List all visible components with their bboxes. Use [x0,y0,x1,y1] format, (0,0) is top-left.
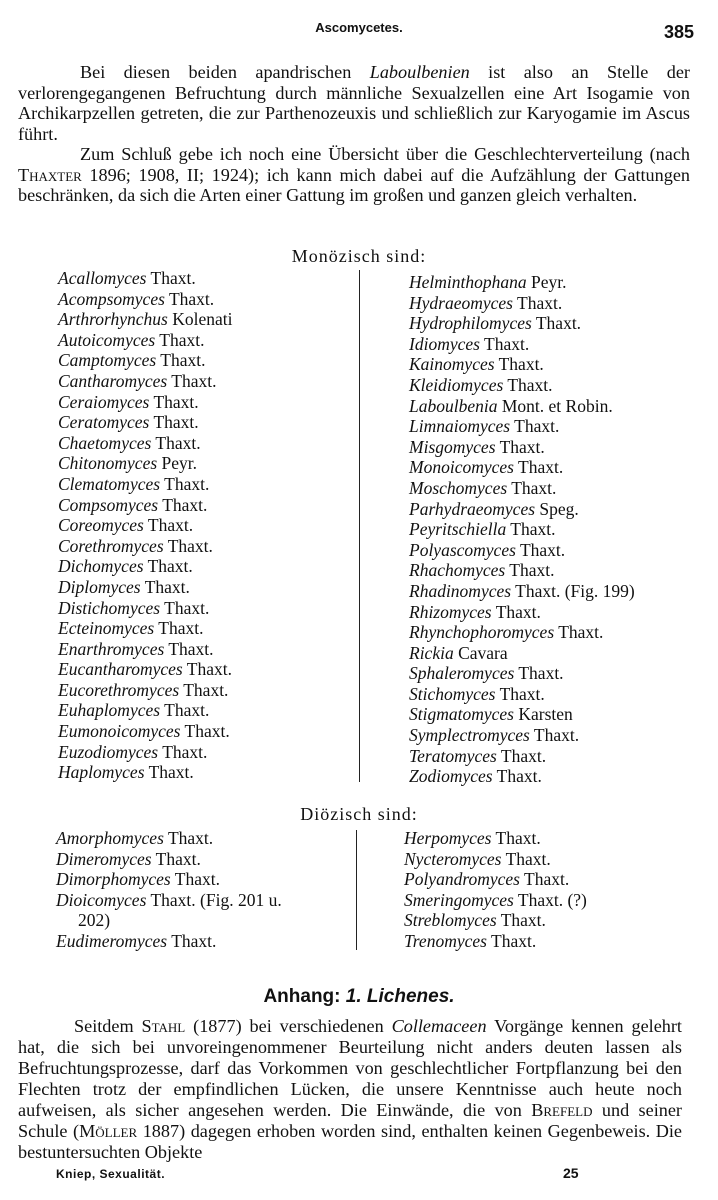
genus-entry [409,334,635,355]
appendix-heading-prefix: Anhang: [263,986,341,1007]
genus-entry [409,416,635,437]
genus-authority: Thaxt. [155,848,201,869]
genus-authority: Thaxt. [162,741,208,762]
genus-authority: Thaxt. [164,597,210,618]
genus-authority: Thaxt. [150,268,196,288]
genus-authority: Thaxt. [168,638,214,659]
genus-name: Compsomyces [58,494,159,515]
genus-authority: Peyr. [531,272,567,292]
genus-entry [56,931,282,952]
text-run: und seiner Schule ( [18,1100,682,1141]
text-run: Vorgänge kennen gelehrt hat, die sich bei unvoreingenommener Beurteilung nicht anders deuten lassen als Befruchtungsprozesse, darf das Vorkommen von geschlechtlicher Fortpflanzung bei den Flechten trotz der empfindlichen Lücken, die unsere Kenntnisse auch heute noch aufweisen, als sicher angesehen werden. Die Einwände, die von [18,1016,682,1120]
genus-name: Dichomyces [58,556,144,577]
genus-authority: Thaxt. [186,659,232,680]
genus-name: Kainomyces [409,354,495,375]
intro-paragraph-2 [18,144,690,206]
genus-name: Parhydraeomyces [409,498,536,519]
italic-term: Laboulbenien [369,62,470,82]
intro-paragraph-1 [18,62,690,144]
genus-name: Polyandromyces [404,869,520,890]
genus-authority: Thaxt. (?) [517,889,587,910]
genus-entry [58,598,233,619]
genus-name: Limnaiomyces [409,416,511,437]
genus-entry [58,474,233,495]
genus-entry [404,931,587,952]
genus-entry [58,618,233,639]
genus-authority: Speg. [539,498,579,519]
genus-authority: Thaxt. [167,828,214,848]
genus-name: Camptomyces [58,350,157,371]
genus-entry [409,704,635,725]
appendix-text [18,1016,682,1163]
genus-name: Ceraiomyces [58,391,150,412]
genus-entry [56,869,282,890]
genus-name: Rhynchophoromyces [409,622,555,643]
genus-authority: Thaxt. [171,370,217,391]
genus-name: Rhachomyces [409,560,506,581]
genus-entry [409,519,635,540]
genus-authority: Peyr. [161,453,198,474]
text-run: Seitdem [74,1016,142,1036]
dioecious-left-list [56,828,282,952]
genus-authority: Kolenati [172,309,233,330]
footer-signature: Kniep, Sexualität. [56,1167,166,1181]
genus-entry [58,412,233,433]
genus-authority: Thaxt. [524,869,570,890]
genus-authority: Mont. et Robin. [501,395,613,416]
genus-authority: Thaxt. [159,329,205,350]
genus-entry [409,560,635,581]
genus-entry [409,540,635,561]
genus-name: Misgomyces [409,436,496,457]
genus-authority: Thaxt. [507,374,553,395]
genus-entry [409,643,635,664]
genus-entry [58,330,233,351]
genus-authority: Karsten [518,704,573,725]
genus-name: Enarthromyces [58,638,165,659]
genus-name: Ceratomyces [58,412,150,433]
author-name: Möller [79,1121,138,1141]
genus-authority: Thaxt. [499,683,545,704]
appendix-heading-number: 1. [345,986,362,1007]
page-number: 385 [663,22,694,42]
genus-authority: Thaxt. [500,910,546,931]
genus-name: Streblomyces [404,910,497,931]
author-name: Brefeld [531,1100,593,1120]
genus-name: Idiomyces [409,333,480,354]
genus-entry [409,272,635,293]
genus-authority: Thaxt. [499,436,545,457]
genus-name: Peyritschiella [409,519,507,540]
genus-name: Chitonomyces [58,453,158,474]
genus-name: Dimorphomyces [56,869,171,890]
genus-authority: Thaxt. [484,333,530,354]
genus-entry [58,536,233,557]
genus-name: Hydraeomyces [409,292,513,313]
genus-name: Eudimeromyces [56,930,168,951]
genus-authority: Thaxt. [164,473,210,494]
genus-name: Rickia [409,642,454,663]
genus-entry [404,910,587,931]
genus-entry [409,602,635,623]
genus-authority: Thaxt. [500,745,547,766]
genus-name: Eumonoicomyces [58,721,181,742]
genus-name: Laboulbenia [409,395,498,416]
genus-name: Eucantharomyces [58,659,183,680]
text-run: 1896; 1908, II; 1924); ich kann mich dabei auf die Aufzählung der Gattungen beschränken, da sich die Arten einer Gattung im großen und ganzen gleich verhalten. [18,164,690,205]
genus-entry [58,659,233,680]
genus-name: Monoicomyces [409,457,514,478]
genus-name: Autoicomyces [58,329,156,350]
genus-authority: Thaxt. [148,762,194,783]
genus-name: Rhizomyces [409,601,492,622]
genus-entry [404,828,587,849]
genus-name: Helminthophana [409,272,527,292]
genus-entry [409,478,635,499]
genus-authority: Thaxt. [495,828,541,848]
genus-name: Acompsomyces [58,288,165,309]
genus-name: Herpomyces [404,828,492,848]
genus-name: Teratomyces [409,745,497,766]
genus-authority: Thaxt. [168,288,215,309]
genus-name: Coreomyces [58,515,144,536]
genus-entry [56,890,282,911]
genus-name: Rhadinomyces [409,580,512,601]
author-name: Stahl [141,1016,186,1036]
genus-entry [58,700,233,721]
genus-entry [409,437,635,458]
genus-entry [58,350,233,371]
genus-authority: Thaxt. [509,560,555,581]
genus-entry [58,515,233,536]
author-name: Thaxter [18,164,82,185]
genus-entry [58,392,233,413]
genus-name: Haplomyces [58,762,145,783]
genus-authority: Thaxt. [533,725,580,746]
genus-authority: Thaxt. [518,663,564,684]
genus-entry [409,293,635,314]
genus-name: Stigmatomyces [409,704,514,725]
genus-authority: Thaxt. [496,766,542,787]
genus-name: Diplomyces [58,576,141,597]
appendix-heading [0,986,718,1008]
genus-entry [409,396,635,417]
genus-authority: Thaxt. [519,539,566,560]
dioecious-heading: Diözisch sind: [300,804,418,824]
genus-name: Dimeromyces [56,848,152,869]
genus-entry [409,766,635,787]
genus-authority: Thaxt. (Fig. 201 u. [150,889,282,910]
text-run: (1877) bei verschiedenen [185,1016,392,1036]
genus-name: Eucorethromyces [58,679,180,700]
genus-entry [409,663,635,684]
genus-authority: Thaxt. [160,350,206,371]
genus-entry [58,680,233,701]
genus-entry [409,457,635,478]
genus-authority: Thaxt. [510,519,556,540]
italic-term: Collemaceen [391,1016,487,1036]
genus-name: Euzodiomyces [58,741,159,762]
genus-name: Stichomyces [409,683,496,704]
genus-authority: Thaxt. [558,622,604,643]
genus-name: Trenomyces [404,930,487,951]
genus-entry [409,499,635,520]
running-header: Ascomycetes. [315,20,403,35]
appendix-paragraph-1 [18,1016,682,1163]
genus-entry [58,289,233,310]
genus-entry [409,581,635,602]
genus-authority: Thaxt. [518,457,564,478]
genus-name: Clematomyces [58,473,161,494]
genus-name: Amorphomyces [56,828,164,848]
genus-authority: Thaxt. [495,601,541,622]
genus-entry [58,453,233,474]
genus-authority: Thaxt. [147,556,193,577]
genus-entry [409,746,635,767]
genus-entry [404,849,587,870]
genus-authority: Thaxt. [171,930,217,951]
genus-name: Distichomyces [58,597,161,618]
genus-entry [56,849,282,870]
genus-name: Hydrophilomyces [409,313,532,334]
footer-sheet-number: 25 [563,1165,579,1181]
text-run: Bei diesen beiden apandrischen [80,62,370,82]
genus-entry [58,309,233,330]
genus-name: Acallomyces [58,268,147,288]
appendix-heading-name: Lichenes. [366,986,455,1007]
genus-authority: Thaxt. [174,869,220,890]
genus-authority: Thaxt. [491,930,537,951]
genus-entry [409,354,635,375]
text-run: ist also an Stelle der verlorengegangenen Befruchtung durch männliche Sexualzellen eine Art Isogamie von Archikarpzellen getreten, die zur Parthenozeuxis und schließlich zur Karyogamie im Ascus führt. [18,62,690,144]
genus-authority: Thaxt. [147,515,194,536]
genus-entry [58,371,233,392]
genus-authority: Thaxt. [155,432,201,453]
genus-entry [58,762,233,783]
monoecious-heading: Monözisch sind: [291,246,427,266]
dioecious-right-list [404,828,587,952]
genus-entry [58,721,233,742]
genus-authority: Thaxt. [498,354,544,375]
genus-authority: Thaxt. [158,618,204,639]
genus-name: Sphaleromyces [409,663,515,684]
genus-entry [409,684,635,705]
genus-entry [404,890,587,911]
genus-entry [56,910,282,931]
genus-name: Dioicomyces [56,889,147,910]
genus-entry [409,622,635,643]
genus-authority: Thaxt. [153,412,199,433]
text-run: 1887) dagegen erhoben worden sind, enthalten keinen Gegenbeweis. Die bestuntersuchten Objekte [18,1121,682,1162]
genus-name: Zodiomyces [409,766,493,787]
genus-name: Euhaplomyces [58,700,161,721]
genus-entry [409,725,635,746]
genus-authority: Thaxt. [514,416,560,437]
genus-entry [56,828,282,849]
column-divider [356,830,357,950]
genus-entry [409,313,635,334]
genus-name: Polyascomyces [409,539,516,560]
genus-authority: Thaxt. [184,721,230,742]
text-run: Zum Schluß gebe ich noch eine Übersicht über die Geschlechterverteilung (nach [80,144,690,164]
genus-authority: Thaxt. [505,848,551,869]
genus-entry [404,869,587,890]
genus-entry [58,577,233,598]
genus-entry [58,433,233,454]
genus-entry [58,742,233,763]
genus-authority: Thaxt. [164,700,210,721]
intro-text [18,62,690,206]
genus-name: Smeringomyces [404,889,514,910]
genus-entry [409,375,635,396]
genus-authority: Thaxt. [517,292,563,313]
genus-authority: Thaxt. [162,494,208,515]
genus-name: Kleidiomyces [409,374,504,395]
column-divider [359,270,360,782]
monoecious-right-list [409,272,635,787]
genus-name: Cantharomyces [58,370,168,391]
genus-authority: Thaxt. [144,576,190,597]
genus-name: Ecteinomyces [58,618,155,639]
genus-authority: Thaxt. [167,535,213,556]
genus-name: Arthrorhynchus [58,309,168,330]
genus-name: Moschomyces [409,477,508,498]
genus-name: Nycteromyces [404,848,502,869]
genus-entry [58,495,233,516]
genus-name: Symplectromyces [409,725,530,746]
genus-authority: 202) [78,910,111,931]
monoecious-left-list [58,268,233,783]
genus-authority: Thaxt. [535,313,582,334]
genus-authority: Thaxt. [153,391,199,412]
genus-entry [58,639,233,660]
genus-authority: Thaxt. [183,679,229,700]
genus-name: Corethromyces [58,535,164,556]
genus-entry [58,556,233,577]
genus-authority: Thaxt. (Fig. 199) [515,580,635,601]
genus-name: Chaetomyces [58,432,152,453]
genus-authority: Cavara [458,642,508,663]
genus-authority: Thaxt. [511,477,557,498]
genus-entry [58,268,233,289]
